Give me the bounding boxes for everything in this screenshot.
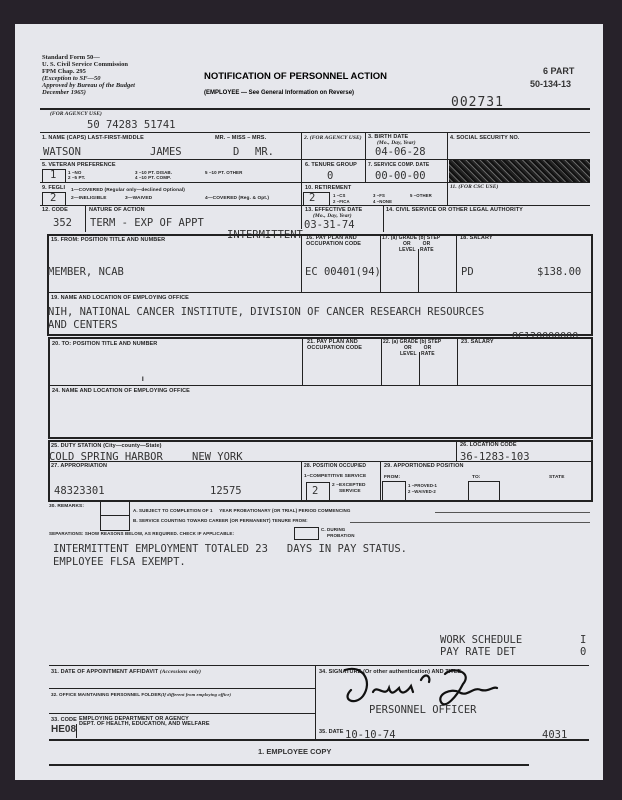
veteran-pref-label: 5. VETERAN PREFERENCE	[42, 162, 116, 168]
affidavit-label	[51, 669, 201, 675]
pay-rate-value: 0	[580, 646, 587, 658]
separations-label: SEPARATIONS: SHOW REASONS BELOW, AS REQUIRED. CHECK IF APPLICABLE:	[49, 531, 235, 536]
from-position-label: 15. FROM: POSITION TITLE AND NUMBER	[51, 237, 166, 243]
name-label: 1. NAME (CAPS) LAST-FIRST-MIDDLE	[42, 135, 144, 141]
agency-use-value: 50 74283 51741	[87, 119, 176, 131]
birth-date: 04-06-28	[375, 146, 426, 158]
affidavit-label-text: 31. DATE OF APPOINTMENT AFFIDAVIT	[51, 669, 159, 675]
name-title: MR.	[255, 146, 274, 158]
duty-station-city: COLD SPRING HARBOR	[49, 451, 163, 463]
divider	[49, 739, 589, 741]
divider	[365, 132, 366, 182]
position-option: 1–COMPETITIVE SERVICE	[304, 474, 367, 479]
divider	[380, 461, 381, 500]
agency-use-label-2: 2. (FOR AGENCY USE)	[304, 135, 362, 141]
divider	[315, 665, 316, 739]
first-name: JAMES	[150, 146, 182, 158]
pay-plan-label: 21. PAY PLAN AND	[307, 339, 358, 345]
pay-plan-value: EC 00401(94)	[305, 266, 381, 278]
divider	[456, 440, 457, 461]
from-position-section	[47, 234, 593, 336]
divider	[418, 249, 419, 292]
dept-label: EMPLOYING DEPARTMENT OR AGENCY	[79, 716, 189, 722]
grade-label: 17. (a) GRADE (b) STEP	[382, 235, 441, 241]
remarks-checkbox-b[interactable]	[100, 515, 130, 531]
appropriation-label: 27. APPROPRIATION	[51, 463, 108, 469]
divider	[447, 132, 448, 182]
probation-checkbox[interactable]	[294, 527, 319, 540]
veteran-option: 2 –5 PT.	[68, 175, 86, 180]
birth-date-sub: (Mo., Day, Year)	[377, 140, 416, 146]
duty-station-label: 25. DUTY STATION (City—county—State)	[51, 443, 162, 449]
divider	[456, 234, 457, 292]
work-schedule-value: I	[580, 634, 587, 646]
divider	[85, 205, 86, 232]
divider	[40, 132, 590, 133]
affidavit-sub: (Accessions only)	[159, 669, 202, 675]
apportioned-option: 2 –WAIVED-2	[408, 489, 436, 494]
divider	[47, 292, 591, 293]
form-title: NOTIFICATION OF PERSONNEL ACTION	[204, 71, 387, 82]
part-count: 6 PART	[543, 66, 575, 76]
personnel-folder-label	[51, 692, 231, 697]
serial-number: 002731	[451, 95, 504, 110]
personnel-folder-sub: (If different from employing office)	[160, 692, 232, 697]
employing-office-line1: NIH, NATIONAL CANCER INSTITUTE, DIVISION OF CANCER RESEARCH RESOURCES	[48, 306, 485, 318]
position-option: 2 –EXCEPTED	[332, 483, 366, 488]
veteran-option: 5 –10 PT. OTHER	[205, 170, 243, 175]
last-name: WATSON	[43, 146, 81, 158]
to-position-label: 20. TO: POSITION TITLE AND NUMBER	[52, 341, 158, 347]
action-code: 352	[53, 217, 72, 229]
retirement-option: 5 –OTHER	[410, 193, 432, 198]
form-info-line: Approved by Bureau of the Budget	[42, 82, 135, 89]
grade-label: OR OR	[404, 345, 432, 351]
divider	[447, 182, 448, 205]
fegli-value: 2	[50, 192, 57, 204]
service-comp-label: 7. SERVICE COMP. DATE	[368, 162, 430, 168]
grade-label: OR OR	[403, 241, 431, 247]
apportioned-to-box	[468, 481, 500, 501]
apportioned-to: TO:	[472, 475, 481, 480]
retirement-option: 1 –CS	[333, 193, 346, 198]
retirement-option: 4 –NONE	[373, 199, 393, 204]
divider	[49, 688, 315, 689]
dept-name: DEPT. OF HEALTH, EDUCATION, AND WELFARE	[79, 721, 210, 727]
form-info-line: FPM Chap. 295	[42, 68, 86, 75]
fegli-option: 2—INELIGIBLE	[71, 196, 107, 201]
divider	[301, 132, 302, 229]
pay-rate-label: PAY RATE DET	[440, 646, 516, 658]
divider	[457, 337, 458, 385]
remarks-b: B. SERVICE COUNTING TOWARD CAREER (OR PERMANENT) TENURE FROM:	[133, 518, 308, 523]
divider	[301, 461, 302, 500]
nature-of-action: TERM - EXP OF APPT	[90, 217, 204, 229]
divider	[40, 182, 590, 183]
apportioned-label: 29. APPORTIONED POSITION	[384, 463, 464, 469]
employing-office-line2: AND CENTERS	[48, 319, 118, 331]
title-label: MR. – MISS – MRS.	[215, 135, 267, 141]
divider	[49, 713, 315, 714]
fegli-option: 3—WAIVED	[125, 196, 153, 201]
salary-label: 23. SALARY	[461, 339, 494, 345]
apportioned-option: 1 –PROVED-1	[408, 483, 438, 488]
grade-label: 22. (a) GRADE (b) STEP	[383, 339, 442, 345]
nature-label: NATURE OF ACTION	[89, 207, 145, 213]
divider	[350, 522, 590, 523]
apportioned-state: STATE	[549, 475, 565, 480]
nature-of-action-2: INTERMITTENT	[227, 229, 303, 241]
divider	[381, 337, 382, 385]
salary-value: $138.00	[537, 266, 582, 278]
divider	[40, 108, 590, 110]
effective-date-label: 13. EFFECTIVE DATE	[305, 207, 363, 213]
divider	[383, 205, 384, 232]
from-position-title: MEMBER, NCAB	[48, 266, 124, 278]
action-date: 10-10-74	[345, 729, 396, 741]
signer-title: PERSONNEL OFFICER	[369, 704, 477, 716]
retirement-value: 2	[309, 192, 316, 204]
date-label: 35. DATE	[319, 729, 344, 735]
remarks-a: A. SUBJECT TO COMPLETION OF 1 YEAR PROBATIONARY (OR TRIAL) PERIOD COMMENCING	[133, 508, 351, 513]
divider	[302, 337, 303, 385]
middle-initial: D	[233, 146, 240, 158]
redacted-ssn	[449, 160, 590, 182]
birth-date-label: 3. BIRTH DATE	[368, 134, 409, 140]
apportioned-from-box	[382, 481, 406, 501]
pay-plan-label: OCCUPATION CODE	[306, 241, 362, 247]
fegli-label: 9. FEGLI	[42, 185, 66, 191]
grade-label: LEVEL RATE	[400, 351, 435, 357]
tenure-label: 6. TENURE GROUP	[305, 162, 357, 168]
service-comp-date: 00-00-00	[375, 170, 426, 182]
veteran-option: 4 –10 PT. COMP.	[135, 175, 171, 180]
remarks-text-1: INTERMITTENT EMPLOYMENT TOTALED 23 DAYS IN PAY STATUS.	[53, 543, 408, 555]
divider	[49, 764, 529, 766]
legal-authority-label: 14. CIVIL SERVICE OR OTHER LEGAL AUTHORITY	[386, 207, 523, 213]
veteran-option: 1 –NO	[68, 170, 82, 175]
retirement-option: 2 –FICA	[333, 199, 350, 204]
position-occupied-value: 2	[312, 485, 319, 497]
duty-station-state: NEW YORK	[192, 451, 243, 463]
probation-label: PROBATION	[327, 533, 355, 538]
salary-plan: PD	[461, 266, 474, 278]
form-code: 50-134-13	[530, 79, 572, 89]
employing-office-label: 19. NAME AND LOCATION OF EMPLOYING OFFICE	[51, 295, 189, 301]
pay-plan-label: OCCUPATION CODE	[307, 345, 363, 351]
ssn-label: 4. SOCIAL SECURITY NO.	[450, 135, 520, 141]
pay-plan-label: 16. PAY PLAN AND	[306, 235, 357, 241]
agency-use-label: (FOR AGENCY USE)	[50, 111, 102, 117]
form-info-line: Standard Form 50—	[42, 54, 100, 61]
salary-label: 18. SALARY	[460, 235, 493, 241]
office-code: 8C120000000	[512, 331, 579, 342]
effective-date-sub: (Mo., Day, Year)	[313, 213, 352, 219]
date-extra-code: 4031	[542, 729, 568, 741]
personnel-folder-text: 32. OFFICE MAINTAINING PERSONNEL FOLDER	[51, 692, 161, 697]
form-info-line: (Exception to SF—50	[42, 75, 101, 82]
fegli-option: 1—COVERED (Regular only—declined Optional)	[71, 188, 186, 193]
fegli-option: 4—COVERED (Reg. & Opt.)	[205, 196, 270, 201]
veteran-pref-value: 1	[50, 169, 57, 181]
position-option: SERVICE	[339, 489, 361, 494]
form-subtitle: (EMPLOYEE — See General Information on Reverse)	[204, 90, 355, 96]
dept-code: HE08	[51, 724, 77, 735]
copy-designation: 1. EMPLOYEE COPY	[258, 747, 332, 756]
retirement-option: 3 –FS	[373, 193, 385, 198]
personnel-action-form	[15, 24, 603, 780]
form-info-line: U. S. Civil Service Commission	[42, 61, 128, 68]
code-label: 12. CODE	[42, 207, 68, 213]
tenure-value: 0	[327, 170, 334, 182]
remarks-label: 30. REMARKS:	[49, 504, 85, 509]
position-occupied-label: 28. POSITION OCCUPIED	[304, 463, 367, 469]
work-schedule-label: WORK SCHEDULE	[440, 634, 523, 646]
divider	[380, 234, 381, 292]
signature-label: 34. SIGNATURE (Or other authentication) AND TITLE	[319, 669, 462, 675]
code-label-33: 33. CODE	[51, 717, 77, 723]
location-code-label: 26. LOCATION CODE	[460, 442, 517, 448]
retirement-box	[303, 192, 330, 206]
remarks-checkbox-a[interactable]	[100, 500, 130, 516]
retirement-label: 10. RETIREMENT	[305, 185, 352, 191]
divider	[76, 724, 77, 738]
probation-label: C. DURING	[321, 527, 346, 532]
location-code: 36-1283-103	[460, 451, 530, 463]
effective-date: 03-31-74	[304, 219, 355, 231]
appropriation-value-2: 12575	[210, 485, 242, 497]
divider	[49, 665, 589, 666]
grade-label: LEVEL RATE	[399, 247, 434, 253]
form-info	[42, 54, 135, 96]
divider	[301, 234, 302, 292]
appropriation-value: 48323301	[54, 485, 105, 497]
remarks-text-2: EMPLOYEE FLSA EXEMPT.	[53, 556, 186, 568]
divider	[435, 512, 590, 513]
veteran-option: 3 –10 PT. DISAB.	[135, 170, 173, 175]
csc-use-label: 11. (FOR CSC USE)	[450, 184, 499, 190]
to-position-mark: I	[142, 377, 144, 383]
form-info-line: December 1965)	[42, 89, 86, 96]
divider	[48, 385, 591, 386]
employing-office-label-2: 24. NAME AND LOCATION OF EMPLOYING OFFICE	[52, 388, 190, 394]
apportioned-from: FROM:	[384, 475, 401, 480]
